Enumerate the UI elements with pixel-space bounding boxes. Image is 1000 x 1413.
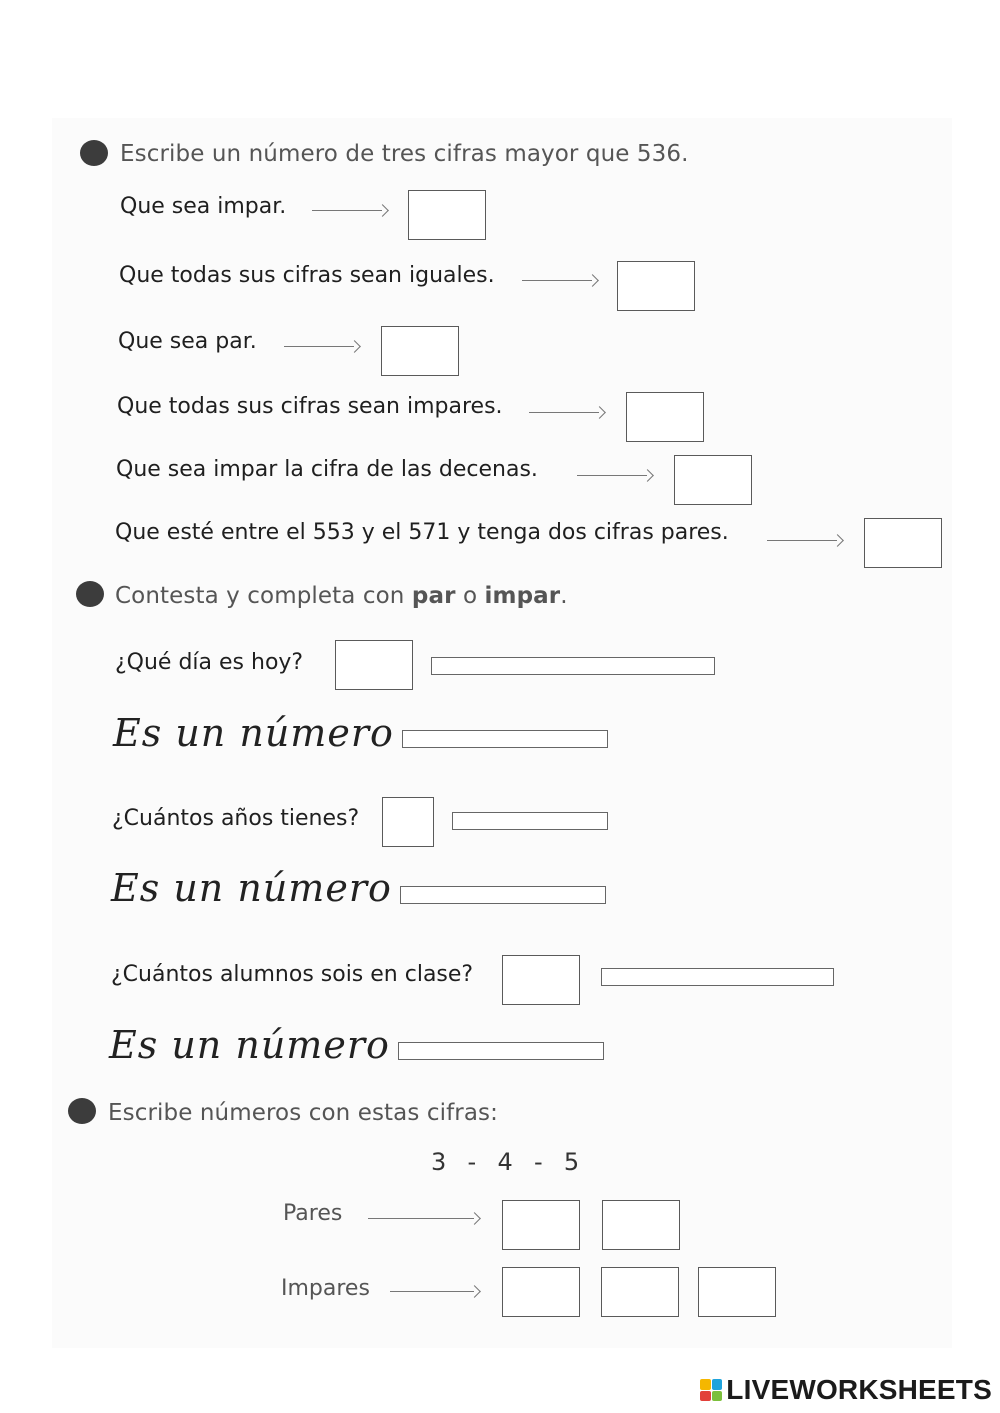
- answer-box-5[interactable]: [674, 455, 752, 505]
- logo-square-yellow: [700, 1379, 711, 1390]
- day-answer-field[interactable]: [431, 657, 715, 675]
- arrow-icon: [522, 275, 598, 287]
- impares-box-2[interactable]: [601, 1267, 679, 1317]
- arrow-icon: [529, 407, 605, 419]
- answer-box-6[interactable]: [864, 518, 942, 568]
- section1-item-2: Que todas sus cifras sean iguales.: [119, 263, 495, 288]
- impares-label: Impares: [281, 1276, 370, 1301]
- section2-heading: [115, 583, 568, 609]
- answer-box-3[interactable]: [381, 326, 459, 376]
- section2-bullet: [76, 581, 104, 607]
- arrow-icon: [284, 341, 360, 353]
- day-parity-label: Es un número: [113, 711, 394, 755]
- section1-item-1: Que sea impar.: [120, 194, 287, 219]
- students-parity-field[interactable]: [398, 1042, 604, 1060]
- section2-heading-connector: o: [455, 583, 485, 609]
- students-parity-label: Es un número: [109, 1023, 390, 1067]
- arrow-icon: [368, 1213, 480, 1225]
- pares-label: Pares: [283, 1201, 343, 1226]
- students-number-box[interactable]: [502, 955, 580, 1005]
- arrow-icon: [390, 1286, 480, 1298]
- answer-box-2[interactable]: [617, 261, 695, 311]
- liveworksheets-logo[interactable]: [700, 1375, 992, 1405]
- logo-square-blue: [712, 1379, 723, 1390]
- students-answer-field[interactable]: [601, 968, 834, 986]
- day-parity-field[interactable]: [402, 730, 608, 748]
- logo-square-red: [700, 1391, 711, 1402]
- question-age: ¿Cuántos años tienes?: [112, 806, 360, 831]
- arrow-icon: [312, 205, 388, 217]
- logo-text: LIVEWORKSHEETS: [726, 1374, 992, 1405]
- section3-bullet: [68, 1098, 96, 1124]
- section2-heading-period: .: [560, 583, 568, 609]
- question-day: ¿Qué día es hoy?: [115, 650, 304, 675]
- section1-heading: Escribe un número de tres cifras mayor que 536.: [120, 141, 689, 167]
- answer-box-4[interactable]: [626, 392, 704, 442]
- answer-box-1[interactable]: [408, 190, 486, 240]
- question-students: ¿Cuántos alumnos sois en clase?: [111, 962, 474, 987]
- section1-bullet: [80, 140, 108, 166]
- pares-box-1[interactable]: [502, 1200, 580, 1250]
- section1-item-6: Que esté entre el 553 y el 571 y tenga dos cifras pares.: [115, 520, 729, 545]
- age-parity-field[interactable]: [400, 886, 606, 904]
- logo-square-green: [712, 1391, 723, 1402]
- section1-item-5: Que sea impar la cifra de las decenas.: [116, 457, 538, 482]
- par-keyword: par: [411, 583, 456, 609]
- section1-item-4: Que todas sus cifras sean impares.: [117, 394, 503, 419]
- digits-label: 3 - 4 - 5: [431, 1148, 582, 1176]
- section1-item-3: Que sea par.: [118, 329, 257, 354]
- impares-box-1[interactable]: [502, 1267, 580, 1317]
- day-number-box[interactable]: [335, 640, 413, 690]
- arrow-icon: [767, 535, 843, 547]
- impares-box-3[interactable]: [698, 1267, 776, 1317]
- pares-box-2[interactable]: [602, 1200, 680, 1250]
- age-number-box[interactable]: [382, 797, 434, 847]
- arrow-icon: [577, 470, 653, 482]
- age-answer-field[interactable]: [452, 812, 608, 830]
- impar-keyword: impar: [484, 583, 561, 609]
- logo-icon: [700, 1379, 722, 1401]
- section2-heading-text: Contesta y completa con: [115, 583, 412, 609]
- age-parity-label: Es un número: [111, 866, 392, 910]
- section3-heading: Escribe números con estas cifras:: [108, 1100, 498, 1126]
